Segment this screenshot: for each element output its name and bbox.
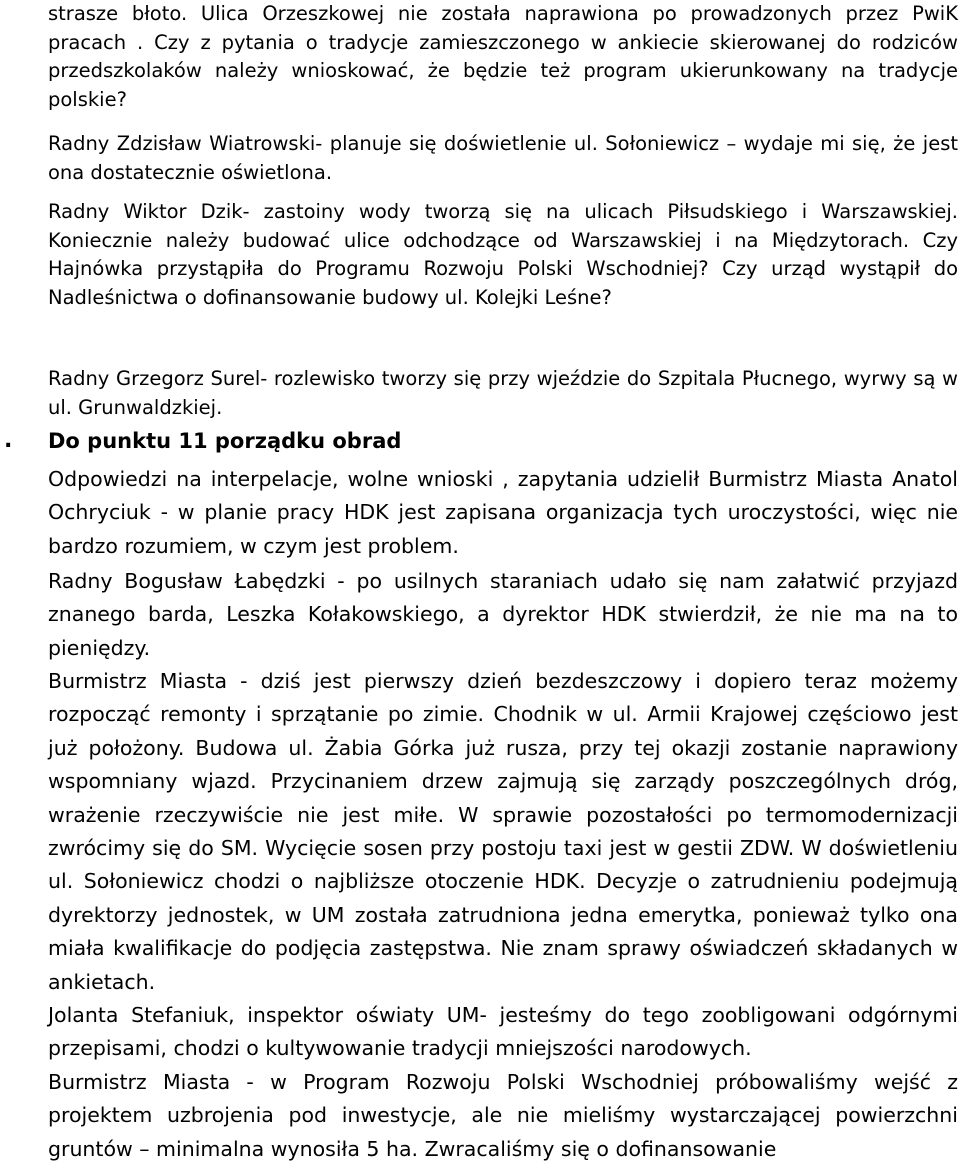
paragraph-stefaniuk: Jolanta Stefaniuk, inspektor oświaty UM- jesteśmy do tego zoobligowani odgórnymi przepisami, chodzi o kultywowanie tradycji mniejszości narodowych. [48, 1003, 958, 1061]
paragraph-orzeszkowej-tradycje: strasze błoto. Ulica Orzeszkowej nie została naprawiona po prowadzonych przez PwiK pracach . Czy z pytania o tradycje zamieszczonego w ankiecie skierowanej do rodziców przedszkolaków należy wnioskować, że będzie też program ukierunkowany na tradycje polskie? [48, 2, 958, 112]
paragraph-surel: Radny Grzegorz Surel- rozlewisko tworzy się przy wjeździe do Szpitala Płucnego, wyrwy są w ul. Grunwaldzkiej. [48, 367, 958, 419]
paragraph-wiatrowski: Radny Zdzisław Wiatrowski- planuje się doświetlenie ul. Sołoniewicz – wydaje mi się, że jest ona dostatecznie oświetlona. [48, 132, 958, 184]
paragraph-dzik: Radny Wiktor Dzik- zastoiny wody tworzą się na ulicach Piłsudskiego i Warszawskiej. Koniecznie należy budować ulice odchodzące od Warszawskiej i na Międzytorach. Czy Hajnówka przystąpiła do Programu Rozwoju Polski Wschodniej? Czy urząd wystąpił do Nadleśnictwa o dofinansowanie budowy ul. Kolejki Leśne? [48, 200, 958, 310]
paragraph-burmistrz-remonty: Burmistrz Miasta - dziś jest pierwszy dzień bezdeszczowy i dopiero teraz możemy rozpocząć remonty i sprzątanie po zimie. Chodnik w ul. Armii Krajowej częściowo jest już położony. Budowa ul. Żabia Górka już rusza, przy tej okazji zostanie naprawiony wspomniany wjazd. Przycinaniem drzew zajmują się zarządy poszczególnych dróg, wrażenie rzeczywiście nie jest miłe. W sprawie pozostałości po termomodernizacji zwrócimy się do SM. Wycięcie sosen przy postoju taxi jest w gestii ZDW. W doświetleniu ul. Sołoniewicz chodzi o najbliższe otoczenie HDK. Decyzje o zatrudnieniu podejmują dyrektorzy jednostek, w UM została zatrudniona jedna emerytka, ponieważ tylko ona miała kwalifikacje do podjęcia zastępstwa. Nie znam sprawy oświadczeń składanych w ankietach. [48, 669, 958, 994]
paragraph-burmistrz-program: Burmistrz Miasta - w Program Rozwoju Polski Wschodniej próbowaliśmy wejść z projektem uzbrojenia pod inwestycje, ale nie mieliśmy wystarczającej powierzchni gruntów – minimalna wynosiła 5 ha. Zwracaliśmy się o dofinansowanie [48, 1070, 958, 1161]
section-marker: . [4, 428, 13, 453]
paragraph-burmistrz-odpowiedzi: Odpowiedzi na interpelacje, wolne wnioski , zapytania udzielił Burmistrz Miasta Anatol Ochryciuk - w planie pracy HDK jest zapisana organizacja tych uroczystości, więc nie bardzo rozumiem, w czym jest problem. [48, 467, 958, 558]
section-heading: Do punktu 11 porządku obrad [48, 429, 402, 453]
paragraph-labedzki: Radny Bogusław Łabędzki - po usilnych staraniach udało się nam załatwić przyjazd znanego barda, Leszka Kołakowskiego, a dyrektor HDK stwierdził, że nie ma na to pieniędzy. [48, 569, 958, 660]
